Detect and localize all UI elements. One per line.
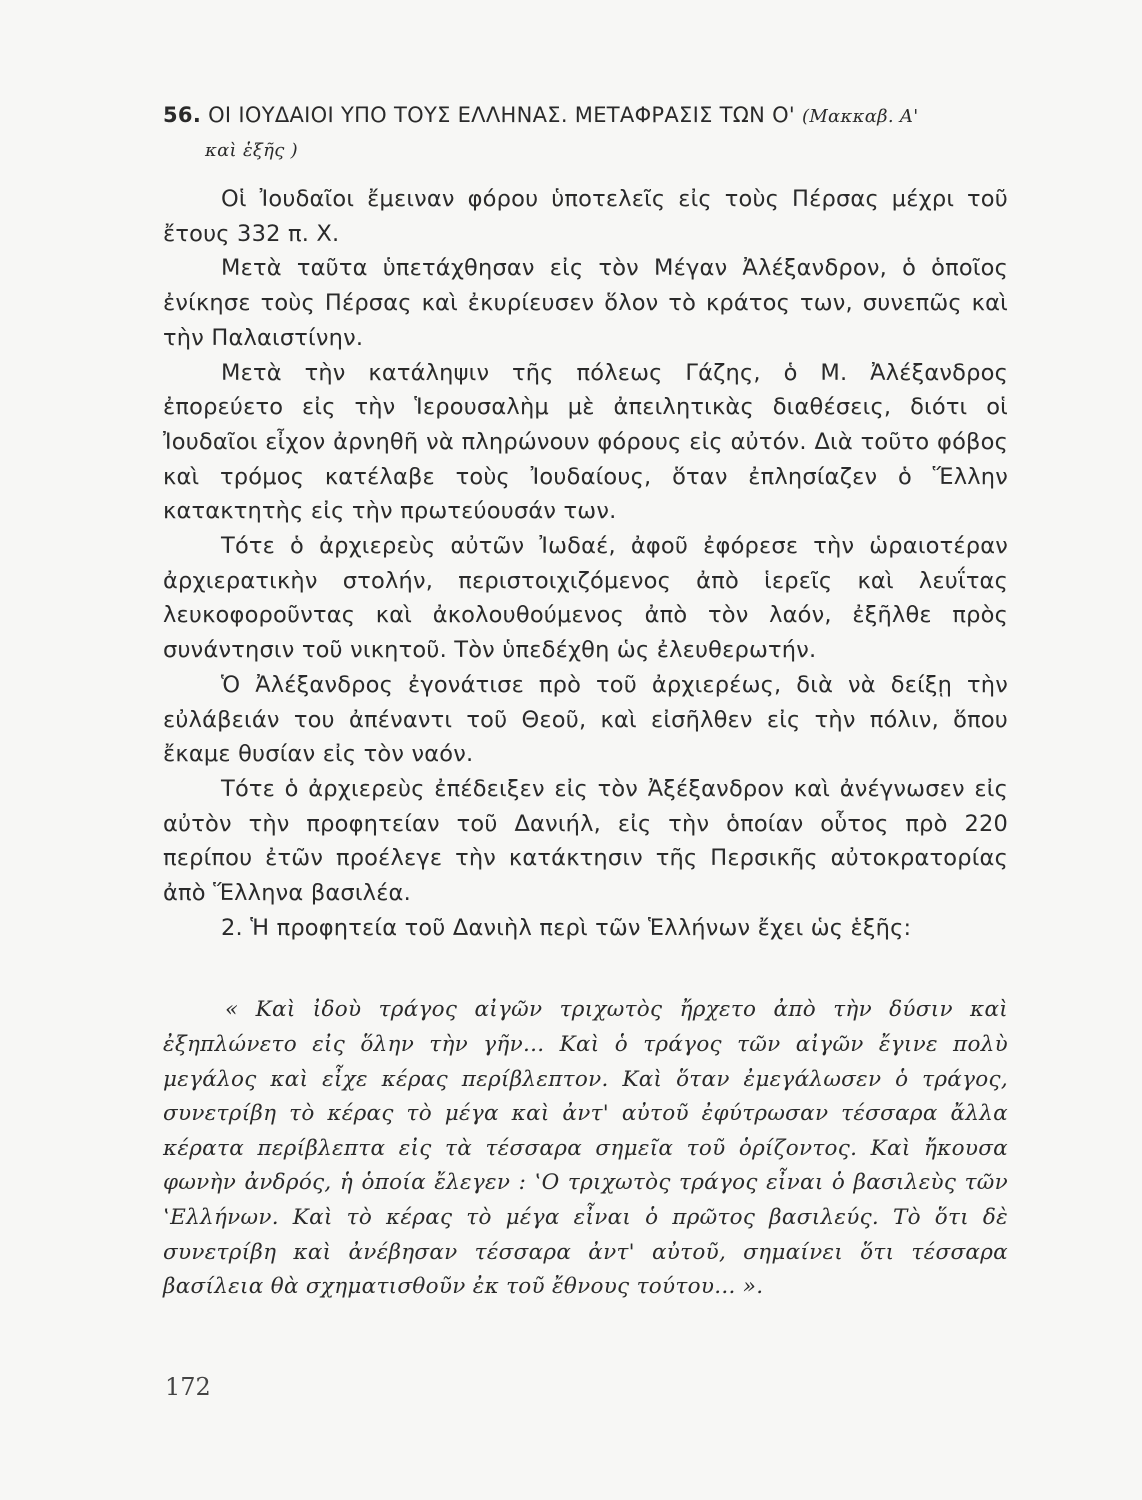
section-source: (Μακκαβ. Α' [802,106,919,127]
section-title: ΟΙ ΙΟΥΔΑΙΟΙ ΥΠΟ ΤΟΥΣ ΕΛΛΗΝΑΣ. ΜΕΤΑΦΡΑΣΙΣ ΤΩΝ Ο' [208,103,796,127]
paragraph-1: Οἱ Ἰουδαῖοι ἔμειναν φόρου ὑποτελεῖς εἰς τοὺς Πέρσας μέχρι τοῦ ἔτους 332 π. Χ. [163,186,1008,247]
paragraph-7: 2. Ἡ προφητεία τοῦ Δανιὴλ περὶ τῶν Ἑλλήνων ἔχει ὡς ἑξῆς: [221,914,912,941]
page-body [163,98,1008,1305]
page-number: 172 [165,1373,211,1401]
section-heading [163,98,1008,168]
section-source-continued: καὶ ἑξῆς ) [205,140,298,161]
section-number: 56. [163,103,202,127]
paragraph-6: Τότε ὁ ἀρχιερεὺς ἐπέδειξεν εἰς τὸν Ἀξέξανδρον καὶ ἀνέγνωσεν εἰς αὐτὸν τὴν προφητείαν τοῦ Δανιήλ, εἰς τὴν ὁποίαν οὗτος πρὸ 220 περίπου ἐτῶν προέλεγε τὴν κατάκτησιν τῆς Περσικῆς αὐτοκρατορίας ἀπὸ Ἕλληνα βασιλέα. [163,775,1008,907]
paragraph-5: Ὁ Ἀλέξανδρος ἐγονάτισε πρὸ τοῦ ἀρχιερέως, διὰ νὰ δείξῃ τὴν εὐλάβειάν του ἀπέναντι τοῦ Θεοῦ, καὶ εἰσῆλθεν εἰς τὴν πόλιν, ὅπου ἔκαμε θυσίαν εἰς τὸν ναόν. [163,671,1008,768]
prophecy-quote: « Καὶ ἰδοὺ τράγος αἰγῶν τριχωτὸς ἤρχετο ἀπὸ τὴν δύσιν καὶ ἐξηπλώνετο εἰς ὅλην τὴν γῆν... Καὶ ὁ τράγος τῶν αἰγῶν ἔγινε πολὺ μεγάλος καὶ εἶχε κέρας περίβλεπτον. Καὶ ὅταν ἐμεγάλωσεν ὁ τράγος, συνετρίβη τὸ κέρας τὸ μέγα καὶ ἀντ' αὐτοῦ ἐφύτρωσαν τέσσαρα ἄλλα κέρατα περίβλεπτα εἰς τὰ τέσσαρα σημεῖα τοῦ ὁρίζοντος. Καὶ ἤκουσα φωνὴν ἀνδρός, ἡ ὁποία ἔλεγεν : ‛Ο τριχωτὸς τράγος εἶναι ὁ βασιλεὺς τῶν ‛Ελλήνων. Καὶ τὸ κέρας τὸ μέγα εἶναι ὁ πρῶτος βασιλεύς. Τὸ ὅτι δὲ συνετρίβη καὶ ἀνέβησαν τέσσαρα ἀντ' αὐτοῦ, σημαίνει ὅτι τέσσαρα βασίλεια θὰ σχηματισθοῦν ἐκ τοῦ ἔθνους τούτου... ». [163,997,1008,1300]
paragraph-4: Τότε ὁ ἀρχιερεὺς αὐτῶν Ἰωδαέ, ἀφοῦ ἐφόρεσε τὴν ὡραιοτέραν ἀρχιερατικὴν στολήν, περιστοιχιζόμενος ἀπὸ ἱερεῖς καὶ λευΐτας λευκοφοροῦντας καὶ ἀκολουθούμενος ἀπὸ τὸν λαόν, ἐξῆλθε πρὸς συνάντησιν τοῦ νικητοῦ. Τὸν ὑπεδέχθη ὡς ἐλευθερωτήν. [163,533,1008,664]
paragraph-2: Μετὰ ταῦτα ὑπετάχθησαν εἰς τὸν Μέγαν Ἀλέξανδρον, ὁ ὁποῖος ἐνίκησε τοὺς Πέρσας καὶ ἐκυρίευσεν ὅλον τὸ κράτος των, συνεπῶς καὶ τὴν Παλαιστίνην. [163,255,1008,351]
paragraph-3: Μετὰ τὴν κατάληψιν τῆς πόλεως Γάζης, ὁ Μ. Ἀλέξανδρος ἐπορεύετο εἰς τὴν Ἱερουσαλὴμ μὲ ἀπειλητικὰς διαθέσεις, διότι οἱ Ἰουδαῖοι εἶχον ἀρνηθῆ νὰ πληρώνουν φόρους εἰς αὐτόν. Διὰ τοῦτο φόβος καὶ τρόμος κατέλαβε τοὺς Ἰουδαίους, ὅταν ἐπλησίαζεν ὁ Ἕλλην κατακτητὴς εἰς τὴν πρωτεύουσάν των. [163,359,1008,525]
